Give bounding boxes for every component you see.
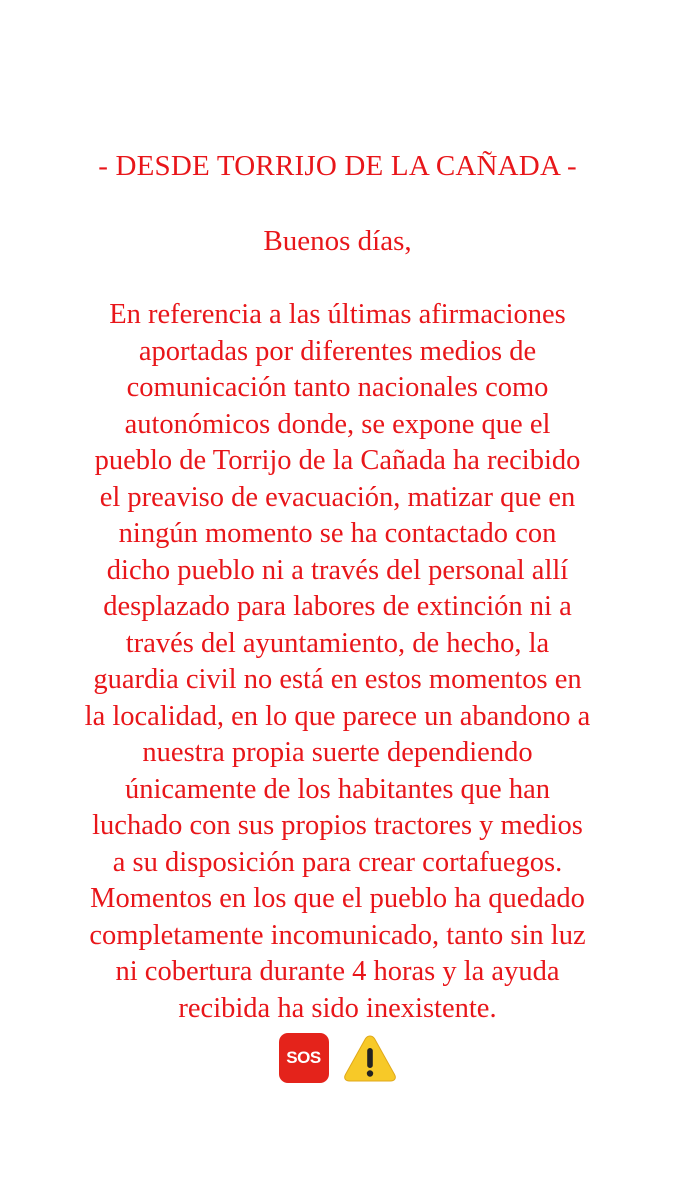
body-line: a su disposición para crear cortafuegos. (112, 846, 563, 878)
body-line: comunicación tanto nacionales como (126, 372, 549, 403)
body-line: En referencia a las últimas afirmaciones (109, 299, 566, 330)
body-line: pueblo de Torrijo de la Cañada ha recibido (94, 445, 581, 476)
body-line: ni cobertura durante 4 horas y la ayuda (115, 956, 560, 987)
body-line: recibida ha sido inexistente. (178, 992, 497, 1024)
body-line: aportadas por diferentes medios de (138, 335, 537, 367)
body-line: ningún momento se ha contactado con (118, 518, 557, 549)
sos-icon-label: SOS (286, 1048, 321, 1067)
body-line: completamente incomunicado, tanto sin luz (89, 919, 586, 951)
body-line: guardia civil no está en estos momentos en (93, 664, 582, 695)
warning-icon (343, 1033, 397, 1083)
body-line: luchado con sus propios tractores y medios (92, 810, 583, 841)
body-line: nuestra propia suerte dependiendo (142, 737, 533, 768)
emoji-row (0, 1033, 675, 1083)
body-line: través del ayuntamiento, de hecho, la (125, 627, 550, 659)
body-line: autonómicos donde, se expone que el (124, 408, 551, 440)
body-line: únicamente de los habitantes que han (125, 773, 550, 805)
story-title: - DESDE TORRIJO DE LA CAÑADA - (98, 150, 577, 182)
body-line: dicho pueblo ni a través del personal allí (106, 554, 569, 586)
body-line: la localidad, en lo que parece un abandono a (84, 700, 591, 732)
body-line: desplazado para labores de extinción ni a (103, 591, 572, 622)
body-line: Momentos en los que el pueblo ha quedado (90, 883, 585, 914)
body-line: el preaviso de evacuación, matizar que en (99, 481, 576, 513)
story-body (40, 297, 635, 1027)
sos-icon (279, 1033, 329, 1083)
story-greeting: Buenos días, (263, 225, 412, 257)
